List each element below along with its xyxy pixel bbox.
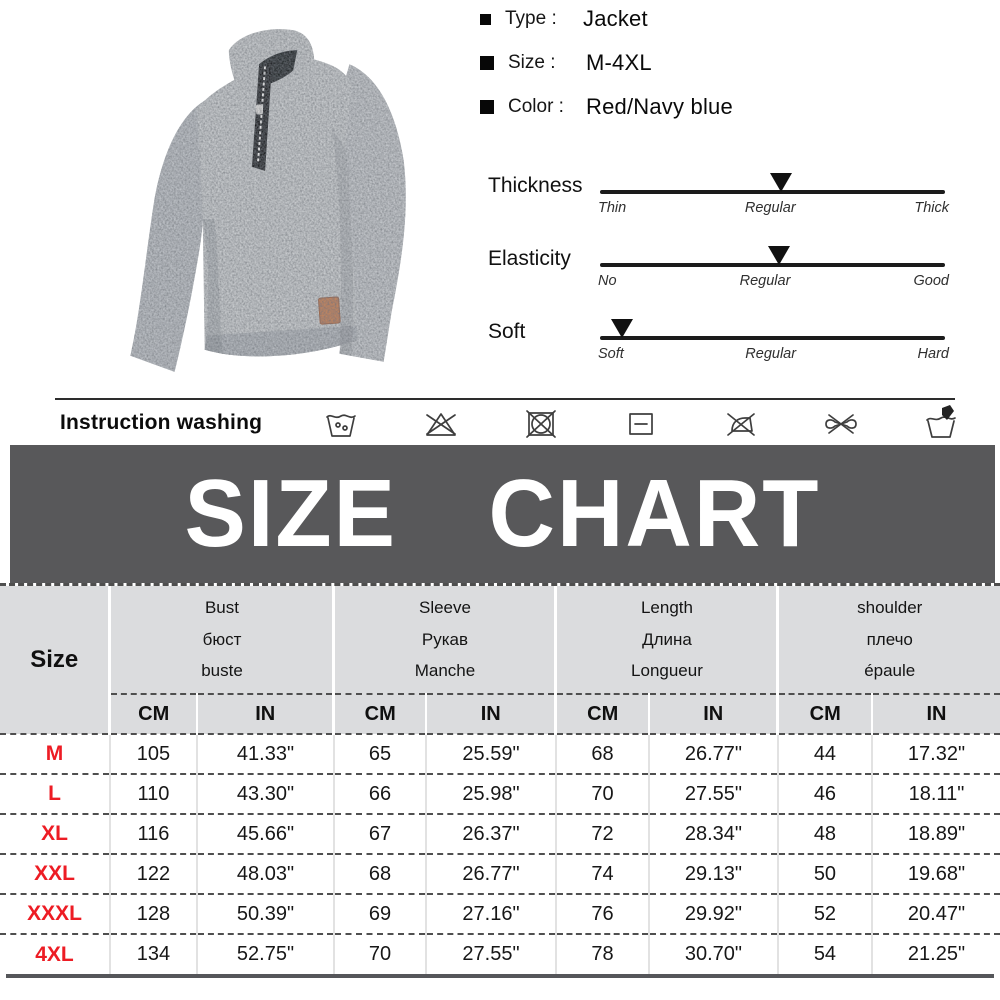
attribute-label: Size :	[508, 52, 556, 73]
measurement-cell: 76	[556, 894, 649, 934]
unit-label: IN	[872, 694, 1000, 734]
do-not-iron-icon	[722, 405, 760, 443]
measurement-cell: 27.55"	[426, 934, 556, 974]
measurement-cell: 29.92"	[649, 894, 778, 934]
measurement-cell: 52	[778, 894, 872, 934]
row-size-label: L	[0, 774, 110, 814]
header-row	[0, 586, 1000, 694]
measurement-cell: 50.39"	[197, 894, 334, 934]
measurement-cell: 110	[110, 774, 197, 814]
softness-slider	[480, 306, 995, 379]
size-chart	[0, 583, 1000, 978]
measurement-cell: 46	[778, 774, 872, 814]
measurement-cell: 67	[334, 814, 426, 854]
slider-scale	[598, 346, 949, 362]
measurement-cell: 52.75"	[197, 934, 334, 974]
banner-title: SIZE CHART	[184, 460, 821, 567]
column-header-shoulder: shoulder плечо épaule	[778, 586, 1000, 694]
do-not-tumble-dry-icon	[522, 405, 560, 443]
measurement-cell: 48.03"	[197, 854, 334, 894]
size-chart-row	[0, 854, 1000, 894]
measurement-cell: 43.30"	[197, 774, 334, 814]
washing-instructions	[0, 402, 1000, 444]
slider-scale	[598, 200, 949, 216]
measurement-cell: 50	[778, 854, 872, 894]
scale-label: Good	[913, 273, 949, 289]
size-chart-row	[0, 774, 1000, 814]
slider-track	[600, 263, 945, 267]
measurement-cell: 18.11"	[872, 774, 1000, 814]
measurement-cell: 44	[778, 734, 872, 774]
attribute-size	[480, 50, 995, 76]
measurement-cell: 68	[556, 734, 649, 774]
hand-wash-icon	[922, 405, 960, 443]
measurement-cell: 25.98"	[426, 774, 556, 814]
scale-label: Hard	[917, 346, 949, 362]
attribute-label: Color :	[508, 96, 564, 117]
measurement-cell: 69	[334, 894, 426, 934]
attribute-type	[480, 6, 995, 32]
table-bottom-border	[6, 974, 994, 978]
measurement-cell: 41.33"	[197, 734, 334, 774]
measurement-cell: 26.37"	[426, 814, 556, 854]
washing-title: Instruction washing	[60, 411, 263, 434]
washing-icons	[322, 404, 960, 444]
measurement-cell: 116	[110, 814, 197, 854]
measurement-cell: 25.59"	[426, 734, 556, 774]
measurement-cell: 19.68"	[872, 854, 1000, 894]
attribute-value: Red/Navy blue	[586, 94, 733, 119]
size-chart-banner	[10, 445, 995, 583]
slider-name: Soft	[488, 320, 526, 343]
measurement-cell: 27.16"	[426, 894, 556, 934]
unit-label: IN	[426, 694, 556, 734]
square-bullet-icon	[480, 100, 494, 114]
measurement-cell: 26.77"	[426, 854, 556, 894]
measurement-cell: 45.66"	[197, 814, 334, 854]
measurement-cell: 54	[778, 934, 872, 974]
measurement-cell: 21.25"	[872, 934, 1000, 974]
unit-row	[0, 694, 1000, 734]
scale-label: Thick	[914, 200, 949, 216]
measurement-cell: 26.77"	[649, 734, 778, 774]
measurement-cell: 68	[334, 854, 426, 894]
product-attributes	[480, 6, 995, 138]
measurement-cell: 18.89"	[872, 814, 1000, 854]
unit-label: IN	[649, 694, 778, 734]
slider-marker-icon	[770, 173, 792, 192]
measurement-cell: 78	[556, 934, 649, 974]
measurement-cell: 48	[778, 814, 872, 854]
dry-flat-icon	[622, 405, 660, 443]
measurement-cell: 27.55"	[649, 774, 778, 814]
row-size-label: M	[0, 734, 110, 774]
thickness-slider	[480, 160, 995, 233]
measurement-cell: 134	[110, 934, 197, 974]
measurement-cell: 72	[556, 814, 649, 854]
attribute-color	[480, 94, 995, 120]
measurement-cell: 66	[334, 774, 426, 814]
measurement-cell: 28.34"	[649, 814, 778, 854]
do-not-bleach-icon	[422, 405, 460, 443]
measurement-cell: 70	[556, 774, 649, 814]
size-corner-label: Size	[0, 586, 110, 734]
scale-label: Soft	[598, 346, 624, 362]
slider-name: Thickness	[488, 174, 583, 197]
jacket-illustration	[48, 8, 468, 400]
scale-label: Thin	[598, 200, 627, 216]
unit-label: CM	[334, 694, 426, 734]
slider-track	[600, 190, 945, 194]
row-size-label: 4XL	[0, 934, 110, 974]
attribute-sliders	[480, 160, 995, 400]
slider-marker-icon	[611, 319, 633, 338]
size-chart-table	[0, 586, 1000, 974]
measurement-cell: 17.32"	[872, 734, 1000, 774]
measurement-cell: 65	[334, 734, 426, 774]
slider-scale	[598, 273, 949, 289]
measurement-cell: 20.47"	[872, 894, 1000, 934]
product-image	[48, 8, 468, 400]
measurement-cell: 30.70"	[649, 934, 778, 974]
unit-label: CM	[556, 694, 649, 734]
slider-marker-icon	[768, 246, 790, 265]
measurement-cell: 70	[334, 934, 426, 974]
size-chart-row	[0, 814, 1000, 854]
row-size-label: XL	[0, 814, 110, 854]
scale-label: Regular	[739, 273, 791, 289]
scale-label: No	[598, 273, 617, 289]
unit-label: CM	[110, 694, 197, 734]
attribute-value: M-4XL	[586, 50, 652, 75]
size-chart-row	[0, 734, 1000, 774]
size-chart-row	[0, 934, 1000, 974]
measurement-cell: 128	[110, 894, 197, 934]
attribute-label: Type :	[505, 8, 557, 29]
elasticity-slider	[480, 233, 995, 306]
row-size-label: XXL	[0, 854, 110, 894]
column-header-sleeve: Sleeve Рукав Manche	[334, 586, 556, 694]
unit-label: CM	[778, 694, 872, 734]
column-header-bust: Bust бюст buste	[110, 586, 334, 694]
measurement-cell: 105	[110, 734, 197, 774]
measurement-cell: 74	[556, 854, 649, 894]
scale-label: Regular	[745, 346, 797, 362]
row-size-label: XXXL	[0, 894, 110, 934]
slider-track	[600, 336, 945, 340]
unit-label: IN	[197, 694, 334, 734]
size-chart-row	[0, 894, 1000, 934]
divider-line	[55, 398, 955, 400]
do-not-wring-icon	[822, 405, 860, 443]
measurement-cell: 122	[110, 854, 197, 894]
scale-label: Regular	[744, 200, 796, 216]
square-bullet-icon	[480, 14, 491, 25]
attribute-value: Jacket	[583, 6, 648, 31]
wash-30-icon	[322, 405, 360, 443]
square-bullet-icon	[480, 56, 494, 70]
slider-name: Elasticity	[488, 247, 571, 270]
measurement-cell: 29.13"	[649, 854, 778, 894]
column-header-length: Length Длина Longueur	[556, 586, 778, 694]
